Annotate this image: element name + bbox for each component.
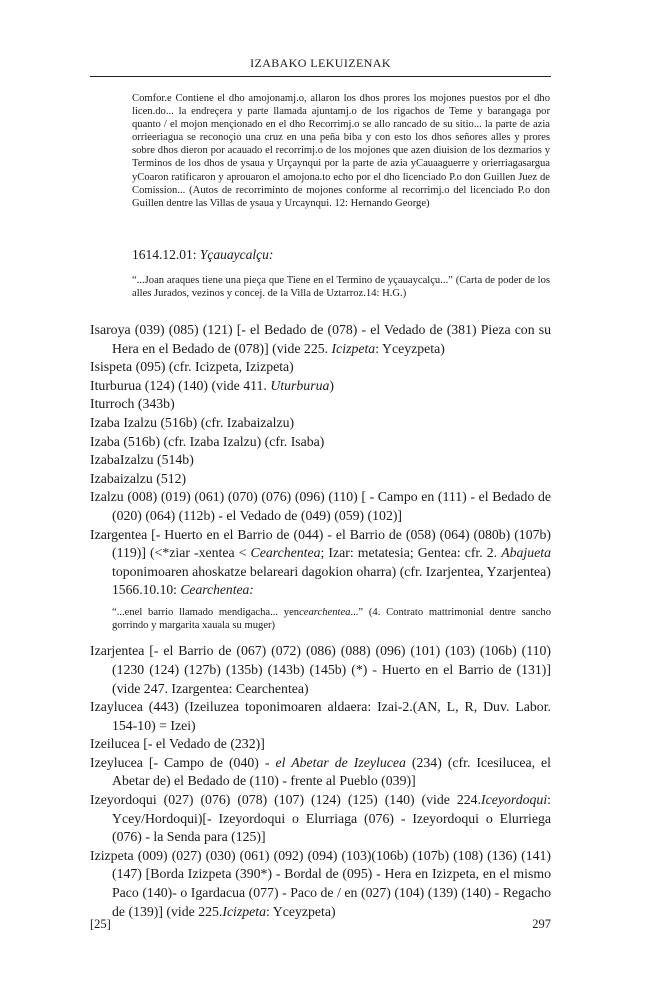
date-entry bbox=[132, 247, 550, 263]
entry-list bbox=[90, 321, 551, 921]
page-number: 297 bbox=[532, 917, 551, 931]
entry-izabaizalzu: Izabaizalzu (512) bbox=[90, 470, 187, 486]
entry-iturroch: Iturroch (343b) bbox=[90, 396, 175, 412]
entry-izaba-izalzu: Izaba Izalzu (516b) (cfr. Izabaizalzu) bbox=[90, 414, 295, 430]
header-rule bbox=[90, 76, 551, 77]
date-entry-date: 1614.12.01: bbox=[132, 247, 197, 262]
entry-izizpeta: Izizpeta (009) (027) (030) (061) (092) (094) (103)(106b) (107b) (108) (136) (141) (147) [Borda Izizpeta (390*) - Bordal de (095) - Hera en Izizpeta, en el mismo Paco (140)- o Igardacua (077) - Paco de / en (027) (104) (139) (140) - Regacho de (139)] (vide 225.Icizpeta: Yceyzpeta) bbox=[90, 847, 551, 919]
entry-izalzu: Izalzu (008) (019) (061) (070) (076) (096) (110) [ - Campo en (111) - el Bedado de (020) (064) (112b) - el Vedado de (049) (059) (102)] bbox=[90, 489, 551, 523]
entry-isaroya: Isaroya (039) (085) (121) [- el Bedado de (078) - el Vedado de (381) Pieza con su Hera en el Bedado de (078)] (vide 225. Icizpeta: Yceyzpeta) bbox=[90, 322, 551, 356]
izargentea-quote: “...enel barrio llamado mendigacha... yencearchentea...” (4. Contrato mattrimonial dentre sancho gorrindo y margarita xauala su muger) bbox=[112, 606, 551, 632]
date-entry-place: Yçauaycalçu: bbox=[199, 247, 274, 262]
entry-izeyordoqui: Izeyordoqui (027) (076) (078) (107) (124) (125) (140) (vide 224.Iceyordoqui: Ycey/Hordoqui)[- Izeyordoqui o Elurriaga (076) - Izeyordoqui o Elurriega (076) - la Senda para (125)] bbox=[90, 792, 551, 845]
izargentea-date-line: 1566.10.10: Cearchentea: bbox=[112, 582, 254, 598]
entry-izargentea: Izargentea [- Huerto en el Barrio de (044) - el Barrio de (058) (064) (080b) (107b) (119)] (<*ziar -xentea < Cearchentea; Izar: metatesia; Gentea: cfr. 2. Abajueta toponimoaren ahoskatze belareari dagokion oharra) (cfr. Izarjentea, Yzarjentea) bbox=[90, 526, 551, 579]
entry-isispeta: Isispeta (095) (cfr. Icizpeta, Izizpeta) bbox=[90, 359, 294, 375]
entry-izeilucea: Izeilucea [- el Vedado de (232)] bbox=[90, 736, 265, 752]
footer-section-number: [25] bbox=[90, 917, 111, 931]
running-header: IZABAKO LEKUIZENAK bbox=[250, 56, 391, 70]
entry-izaylucea: Izaylucea (443) (Izeiluzea toponimoaren aldaera: Izai-2.(AN, L, R, Duv. Labor. 154-10) = Izei) bbox=[90, 699, 551, 733]
entry-izabalzalzu: IzabaIzalzu (514b) bbox=[90, 452, 194, 468]
top-quote: Comfor.e Contiene el dho amojonamj.o, allaron los dhos prores los mojones puestos por el dho licen.do... la endreçera y parte llamada ajuntamj.o de los rigachos de Teme y barangaga por quanto / el mojon mençionado en el dho Recorrimj.o se allo rancado de su sitio... la parte de azia orrieeriagua se reconoçio una cruz en una peña biba y con esto los dhos señores alles y prores sobre dhos dieron por acauado el recorrimj.o de los mojones que azen diuision de los dezmarios y Terminos de los dhos de ysaua y Urçaynqui por la parte de azia yCauaaguerre y orierriagasargua yCoaron ratificaron y aprouaron el amojona.to echo por el dho licenciado P.o don Guillen Juez de Comission... (Autos de recorriminto de mojones conforme al recorrimj.o del licenciado P.o don Guillen dentre las Villas de ysaua y Urcaynqui. 12: Hernando George) bbox=[132, 93, 550, 209]
entry-izeylucea: Izeylucea [- Campo de (040) - el Abetar de Izeylucea (234) (cfr. Icesilucea, el Abetar de) el Bedado de (110) - frente al Pueblo (039)] bbox=[90, 754, 551, 789]
entry-izaba: Izaba (516b) (cfr. Izaba Izalzu) (cfr. Isaba) bbox=[90, 433, 325, 449]
second-quote: “...Joan araques tiene una pieça que Tiene en el Termino de yçauaycalçu...” (Carta de poder de los alles Jurados, vezinos y concej. de la Villa de Uztarroz.14: H.G.) bbox=[132, 275, 550, 300]
entry-izarjentea: Izarjentea [- el Barrio de (067) (072) (086) (088) (096) (101) (103) (106b) (110) (1230 (124) (127b) (135b) (143b) (145b) (*) - Huerto en el Barrio de (131)] (vide 247. Izargentea: Cearchentea) bbox=[90, 643, 551, 696]
entry-iturburua: Iturburua (124) (140) (vide 411. Uturburua) bbox=[90, 377, 334, 393]
